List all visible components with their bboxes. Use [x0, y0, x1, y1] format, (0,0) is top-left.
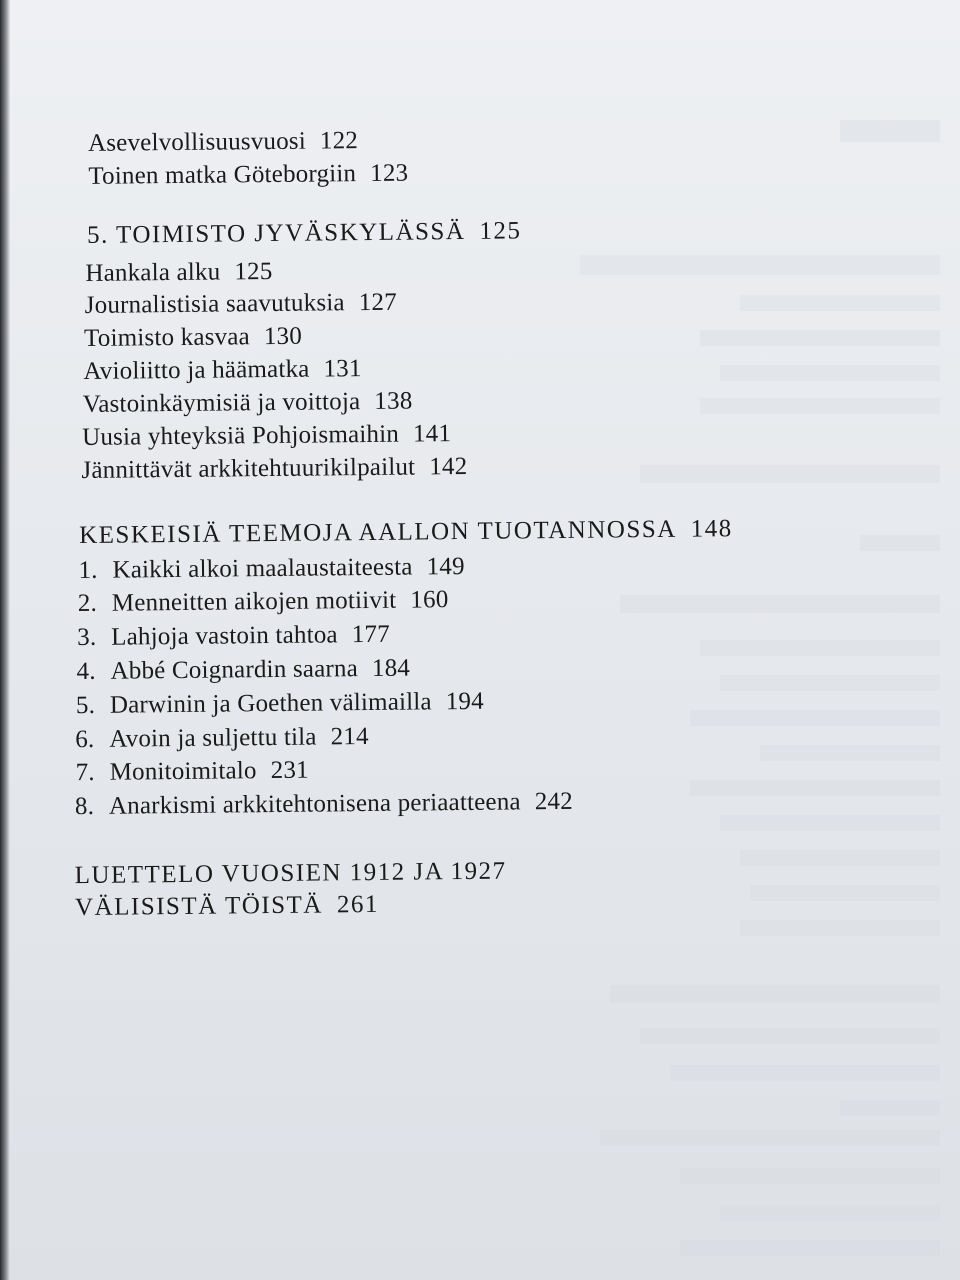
toc-entry-page: 177	[351, 620, 391, 649]
toc-entry-title: Toinen matka Göteborgiin	[88, 160, 357, 190]
toc-entry	[82, 420, 451, 452]
toc-entry-title: Uusia yhteyksiä Pohjoismaihin	[81, 420, 400, 451]
toc-entry	[84, 323, 302, 353]
works-list-heading-line1	[75, 858, 507, 891]
toc-numbered-entry	[76, 688, 484, 720]
toc-entry-number: 2.	[77, 589, 98, 618]
toc-entry-page: 127	[358, 288, 397, 317]
toc-entry	[88, 160, 408, 191]
chapter-heading	[87, 217, 522, 250]
toc-entry-page: 160	[410, 586, 449, 614]
section-heading-title: KESKEISIÄ TEEMOJA AALLON TUOTANNOSSA	[79, 515, 677, 550]
toc-entry-title: Asevelvollisuusvuosi	[87, 127, 307, 157]
toc-entry-page: 194	[445, 687, 485, 716]
toc-entry-title: Avioliitto ja häämatka	[83, 355, 310, 385]
toc-entry-page: 184	[371, 654, 411, 682]
chapter-heading-title: 5. TOIMISTO JYVÄSKYLÄSSÄ	[86, 217, 466, 249]
toc-numbered-entry	[75, 723, 369, 754]
toc-entry-title: Hankala alku	[85, 258, 221, 287]
toc-entry-page: 125	[234, 257, 273, 286]
toc-entry-page: 138	[374, 387, 413, 415]
toc-entry-title: Lahjoja vastoin tahtoa	[111, 621, 338, 651]
toc-entry	[83, 388, 413, 419]
toc-entry-title: Journalistisia saavutuksia	[84, 289, 345, 319]
toc-entry-page: 242	[534, 787, 574, 816]
works-list-page: 261	[336, 890, 380, 919]
toc-entry-number: 6.	[75, 725, 95, 754]
toc-entry	[83, 355, 361, 386]
toc-entry-number: 4.	[76, 657, 96, 686]
toc-entry	[88, 127, 358, 158]
toc-numbered-entry	[78, 553, 465, 585]
toc-entry-page: 149	[426, 552, 465, 581]
toc-entry-title: Menneitten aikojen motiivit	[111, 586, 397, 617]
works-list-heading-line2	[75, 891, 379, 922]
toc-entry-number: 8.	[74, 792, 95, 821]
toc-entry	[85, 258, 272, 288]
toc-numbered-entry	[75, 788, 573, 821]
toc-entry-page: 142	[429, 452, 468, 481]
toc-entry	[81, 453, 467, 485]
section-heading-page: 148	[690, 515, 733, 543]
toc-entry-page: 122	[319, 127, 359, 155]
toc-entry-number: 7.	[75, 758, 95, 787]
toc-entry-page: 131	[323, 355, 362, 383]
toc-entry-title: Jännittävät arkkitehtuurikilpailut	[81, 453, 416, 485]
works-list-heading-text: VÄLISISTÄ TÖISTÄ	[74, 891, 324, 922]
toc-entry-number: 5.	[75, 691, 96, 720]
toc-entry-title: Abbé Coignardin saarna	[110, 655, 359, 685]
toc-entry-title: Avoin ja suljettu tila	[109, 723, 317, 753]
toc-entry-page: 130	[263, 322, 303, 351]
toc-entry-page: 214	[330, 723, 369, 751]
toc-entry-page: 141	[412, 420, 452, 448]
section-heading	[79, 515, 733, 550]
toc-entry-number: 3.	[77, 623, 97, 652]
toc-entry-title: Anarkismi arkkitehtonisena periaatteena	[108, 788, 521, 820]
toc-numbered-entry	[76, 655, 410, 686]
toc-numbered-entry	[75, 757, 308, 787]
toc-entry-title: Toimisto kasvaa	[83, 323, 251, 352]
toc-entry-number: 1.	[78, 556, 98, 585]
chapter-heading-page: 125	[479, 217, 522, 245]
page-binding-edge	[0, 0, 10, 1280]
toc-numbered-entry	[78, 586, 449, 618]
toc-numbered-entry	[77, 621, 390, 652]
toc-entry-title: Vastoinkäymisiä ja voittoja	[82, 388, 361, 418]
toc-entry-page: 231	[270, 756, 309, 785]
works-list-heading-text: LUETTELO VUOSIEN 1912 JA 1927	[74, 857, 507, 890]
toc-entry-title: Kaikki alkoi maalaustaiteesta	[112, 553, 413, 584]
toc-entry	[85, 289, 397, 320]
toc-entry-title: Darwinin ja Goethen välimailla	[109, 688, 432, 719]
toc-entry-page: 123	[370, 159, 409, 187]
toc-entry-title: Monitoimitalo	[109, 757, 257, 786]
